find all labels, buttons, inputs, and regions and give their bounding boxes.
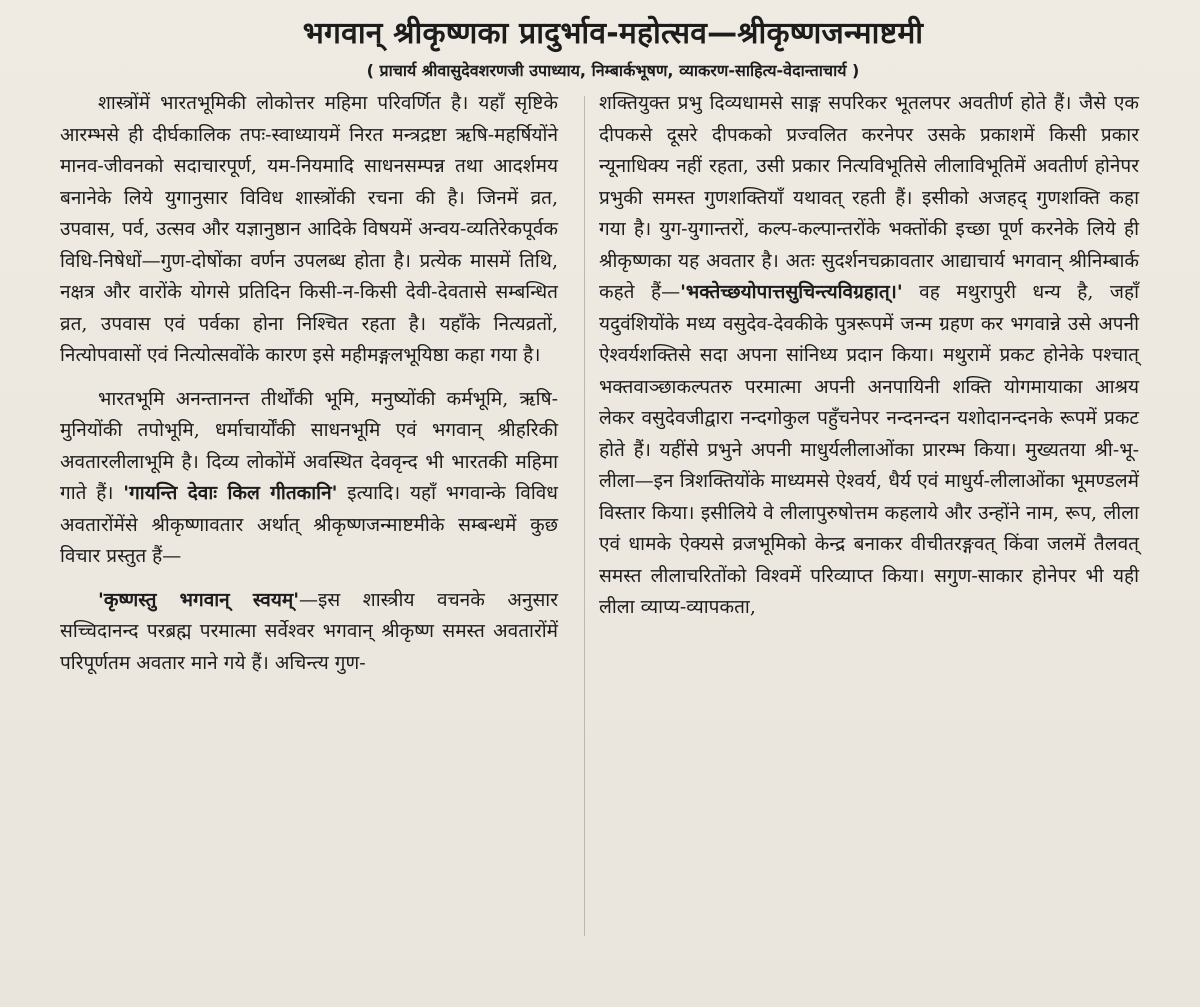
right-paragraph-1-text-b: वह मथुरापुरी धन्य है, जहाँ यदुवंशियोंके मध्य वसुदेव-देवकीके पुत्ररूपमें जन्म ग्रहण कर भगवान्ने उसे अपनी ऐश्वर्यशक्तिसे सदा अपना सांनिध्य प्रदान किया। मथुरामें प्रकट होनेके पश्चात् भक्तवाञ्छाकल्पतरु परमात्मा अपनी अनपायिनी शक्ति योगमायाका आश्रय लेकर वसुदेवजीद्वारा नन्दगोकुल पहुँचनेपर नन्दनन्दन यशोदानन्दनके रूपमें प्रकट होते हैं। यहींसे प्रभुने अपनी माधुर्यलीलाओंका प्रारम्भ किया। मुख्यतया श्री-भू-लीला—इन त्रिशक्तियोंके माध्यमसे ऐश्वर्य, धैर्य एवं माधुर्य-लीलाओंका भूमण्डलमें विस्तार किया। इसीलिये वे लीलापुरुषोत्तम कहलाये और उन्होंने नाम, रूप, लीला एवं धामके ऐक्यसे व्रजभूमिको केन्द्र बनाकर वीचीतरङ्गवत् किंवा जलमें तैलवत् समस्त लीलाचरितोंको विश्वमें परिव्याप्त किया। सगुण-साकार होनेपर भी यही लीला व्याप्य-व्यापकता, (599, 281, 1140, 618)
left-paragraph-2-text-b: इत्यादि। यहाँ भगवान्के विविध अवतारोंमेंसे श्रीकृष्णावतार अर्थात् श्रीकृष्णजन्माष्टमीके सम्बन्धमें कुछ विचार प्रस्तुत हैं— (60, 482, 558, 567)
left-paragraph-3 (60, 585, 558, 680)
left-paragraph-3-text: —इस शास्त्रीय वचनके अनुसार सच्चिदानन्द परब्रह्म परमात्मा सर्वेश्वर भगवान् श्रीकृष्ण समस्त अवतारोंमें परिपूर्णतम अवतार माने गये हैं। अचिन्त्य गुण- (60, 588, 558, 674)
article-title: भगवान् श्रीकृष्णका प्रादुर्भाव-महोत्सव—श्रीकृष्णजन्माष्टमी (302, 16, 924, 51)
right-column (599, 88, 1139, 636)
quote-krishnastu-bhagavan: 'कृष्णस्तु भगवान् स्वयम्' (98, 588, 300, 611)
left-paragraph-1: शास्त्रोंमें भारतभूमिकी लोकोत्तर महिमा परिवर्णित है। यहाँ सृष्टिके आरम्भसे ही दीर्घकालिक तपः-स्वाध्यायमें निरत मन्त्रद्रष्टा ऋषि-महर्षियोंने मानव-जीवनको सदाचारपूर्ण, यम-नियमादि साधनसम्पन्न तथा आदर्शमय बनानेके लिये युगानुसार विविध शास्त्रोंकी रचना की है। जिनमें व्रत, उपवास, पर्व, उत्सव और यज्ञानुष्ठान आदिके विषयमें अन्वय-व्यतिरेकपूर्वक विधि-निषेधों—गुण-दोषोंका वर्णन उपलब्ध होता है। प्रत्येक मासमें तिथि, नक्षत्र और वारोंके योगसे प्रतिदिन किसी-न-किसी देवी-देवतासे सम्बन्धित व्रत, उपवास एवं पर्वका होना निश्चित रहता है। यहाँके नित्यव्रतों, नित्योपवासों एवं नित्योत्सवोंके कारण इसे महीमङ्गलभूयिष्ठा कहा गया है। (60, 92, 558, 366)
column-divider (584, 96, 585, 936)
left-column (60, 88, 570, 691)
author-byline: ( प्राचार्य श्रीवासुदेवशरणजी उपाध्याय, निम्बार्कभूषण, व्याकरण-साहित्य-वेदान्ताचार्य ) (366, 61, 860, 80)
left-paragraph-2 (60, 384, 558, 573)
quote-gayanti-devah: 'गायन्ति देवाः किल गीतकानि' (123, 482, 338, 504)
quote-bhaktechchhaya: 'भक्तेच्छयोपात्तसुचिन्त्यविग्रहात्।' (680, 281, 903, 303)
right-paragraph-1 (599, 88, 1139, 624)
left-paragraph-2-text-a: भारतभूमि अनन्तानन्त तीर्थोंकी भूमि, मनुष्योंकी कर्मभूमि, ऋषि-मुनियोंकी तपोभूमि, धर्माचार्योंकी साधनभूमि एवं भगवान् श्रीहरिकी अवतारलीलाभूमि है। दिव्य लोकोंमें अवस्थित देववृन्द भी भारतकी महिमा गाते हैं। (60, 387, 558, 504)
right-paragraph-1-text-a: शक्तियुक्त प्रभु दिव्यधामसे साङ्ग सपरिकर भूतलपर अवतीर्ण होते हैं। जैसे एक दीपकसे दूसरे दीपकको प्रज्वलित करनेपर उसके प्रकाशमें किसी प्रकार न्यूनाधिक्य नहीं रहता, उसी प्रकार नित्यविभूतिसे लीलाविभूतिमें अवतीर्ण होनेपर प्रभुकी समस्त गुणशक्तियाँ यथावत् रहती हैं। इसीको अजहद् गुणशक्ति कहा गया है। युग-युगान्तरों, कल्प-कल्पान्तरोंके भक्तोंकी इच्छा पूर्ण करनेके लिये ही श्रीकृष्णका यह अवतार है। अतः सुदर्शनचक्रावतार आद्याचार्य भगवान् श्रीनिम्बार्क कहते हैं— (599, 92, 1139, 303)
article-body (60, 88, 1166, 948)
